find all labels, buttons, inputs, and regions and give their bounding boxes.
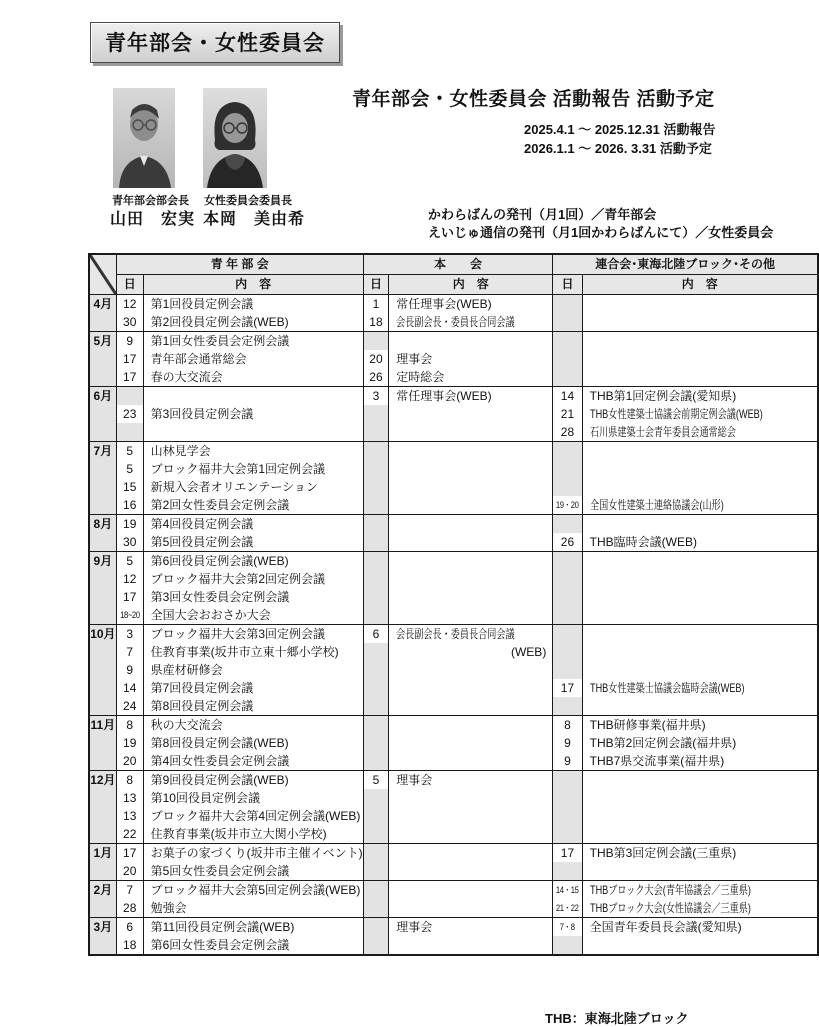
day-cell [116,881,143,918]
event-text: 理事会 [396,773,433,787]
person-photo-icon [203,88,267,188]
content-cell [143,771,363,844]
event-text: 第1回女性委員会定例会議 [150,334,290,348]
event-day: 7 [117,643,143,661]
day-cell [116,442,143,515]
event-text: 第6回役員定例会議(WEB) [150,554,289,568]
day-cell [363,387,389,442]
month-label: 8月 [89,515,116,552]
corner-diagonal-cell [89,254,116,295]
day-cell [553,332,582,387]
content-cell [582,332,818,387]
event-day: 30 [117,533,143,551]
event-text: 第9回役員定例会議(WEB) [150,773,289,787]
event-text: お菓子の家づくり(坂井市主催イベント) [150,846,363,860]
event-day: 20 [117,862,143,880]
event-day: 23 [117,405,143,423]
month-label: 2月 [89,881,116,918]
day-cell [116,332,143,387]
page-title: 青年部会・女性委員会 [105,32,325,55]
content-cell [389,844,553,881]
month-label: 5月 [89,332,116,387]
column-group-header-0: 青 年 部 会 [116,254,363,275]
event-day: 17 [117,844,143,862]
event-text: THBブロック大会(女性協議会／三重県) [589,901,751,915]
content-column-header: 内 容 [582,275,818,295]
event-day: 19 [117,515,143,533]
content-cell [143,295,363,332]
event-text: 全国大会おおさか大会 [150,608,271,622]
event-day: 19・20 [553,496,581,514]
day-cell [116,844,143,881]
day-cell [116,515,143,552]
day-cell [363,881,389,918]
event-day: 15 [117,478,143,496]
event-day: 21 [553,405,581,423]
day-cell [363,332,389,387]
event-day: 18 [364,313,389,331]
day-cell [553,771,582,844]
event-day: 22 [117,825,143,843]
event-text: 第1回役員定例会議 [150,297,254,311]
page-title-badge [90,22,340,63]
event-day: 16 [117,496,143,514]
event-text: (WEB) [510,645,547,659]
event-text: 第11回役員定例会議(WEB) [150,920,295,934]
person-role-motooka: 女性委員会委員長 [204,195,292,207]
content-cell [582,442,818,515]
content-cell [143,844,363,881]
day-cell [116,625,143,716]
day-cell [116,295,143,332]
content-cell [143,552,363,625]
day-cell [363,625,389,716]
day-cell [363,844,389,881]
event-day: 17 [117,588,143,606]
event-day: 28 [117,899,143,917]
event-text: THB第1回定例会議(愛知県) [589,389,737,403]
event-text: THB女性建築士協議会臨時会議(WEB) [589,681,745,695]
event-text: THB7県交流事業(福井県) [589,754,725,768]
event-day: 8 [553,716,581,734]
event-day: 9 [117,332,143,350]
event-text: ブロック福井大会第3回定例会議 [150,627,326,641]
day-cell [363,552,389,625]
day-cell [363,295,389,332]
month-label: 6月 [89,387,116,442]
content-cell [582,295,818,332]
day-cell [553,844,582,881]
day-cell [363,716,389,771]
portrait-photo-motooka [203,88,267,188]
content-cell [389,716,553,771]
day-cell [363,918,389,956]
day-cell [553,881,582,918]
activity-schedule-table [88,253,819,956]
event-text: THB第3回定例会議(三重県) [589,846,737,860]
event-text: ブロック福井大会第1回定例会議 [150,462,326,476]
event-day: 5 [117,552,143,570]
event-text: 第5回役員定例会議 [150,535,254,549]
content-cell [389,552,553,625]
event-day: 18~20 [117,606,143,624]
diagonal-line-icon [90,255,116,294]
event-day: 12 [117,295,143,313]
event-day: 5 [117,460,143,478]
content-cell [143,515,363,552]
publication-note-kawaraban: かわらばんの発刊（月1回）／青年部会 [428,207,657,222]
report-periods [524,120,716,158]
month-label: 11月 [89,716,116,771]
content-cell [582,387,818,442]
month-label: 10月 [89,625,116,716]
report-title: 青年部会・女性委員会 活動報告 活動予定 [352,89,715,110]
content-column-header: 内 容 [389,275,553,295]
column-group-header-2: 連合会･東海北陸ブロック･その他 [553,254,818,275]
month-label: 3月 [89,918,116,956]
content-cell [582,625,818,716]
event-day: 14 [117,679,143,697]
event-text: 石川県建築士会青年委員会通常総会 [589,425,736,439]
event-day: 9 [553,752,581,770]
event-text: 第7回役員定例会議 [150,681,254,695]
period-report: 2025.4.1 ～ 2025.12.31 活動報告 [524,122,716,137]
event-text: 理事会 [396,352,433,366]
event-text: 全国女性建築士連絡協議会(山形) [589,498,724,512]
event-text: 第8回役員定例会議(WEB) [150,736,289,750]
content-cell [389,771,553,844]
event-text: 常任理事会(WEB) [396,297,492,311]
month-label: 12月 [89,771,116,844]
event-day: 14・15 [553,881,581,899]
event-day: 5 [364,771,389,789]
event-day: 30 [117,313,143,331]
content-cell [582,515,818,552]
event-day: 17 [117,368,143,386]
content-cell [582,552,818,625]
event-text: ブロック福井大会第5回定例会議(WEB) [150,883,361,897]
event-text: 勉強会 [150,901,187,915]
publication-note-eiju: えいじゅ通信の発刊（月1回かわらばんにて）／女性委員会 [428,225,774,240]
person-name-yamada: 山田 宏実 [110,211,196,228]
event-text: 第2回女性委員会定例会議 [150,498,290,512]
event-text: THBブロック大会(青年協議会／三重県) [589,883,751,897]
day-cell [553,387,582,442]
event-day: 3 [364,387,389,405]
event-day: 6 [117,918,143,936]
content-cell [389,918,553,956]
column-group-header-1: 本 会 [363,254,553,275]
day-cell [553,625,582,716]
event-day: 8 [117,716,143,734]
day-cell [553,295,582,332]
event-day: 13 [117,789,143,807]
event-day: 17 [117,350,143,368]
day-cell [116,552,143,625]
content-cell [389,442,553,515]
event-text: 第3回女性委員会定例会議 [150,590,290,604]
day-cell [553,442,582,515]
event-text: 秋の大交流会 [150,718,223,732]
event-day: 6 [364,625,389,643]
event-text: ブロック福井大会第2回定例会議 [150,572,326,586]
day-cell [553,515,582,552]
event-text: 第6回女性委員会定例会議 [150,938,290,952]
day-cell [363,442,389,515]
event-text: 常任理事会(WEB) [396,389,492,403]
month-label: 9月 [89,552,116,625]
event-day: 20 [117,752,143,770]
content-cell [389,515,553,552]
event-day: 26 [364,368,389,386]
event-day: 14 [553,387,581,405]
event-day: 8 [117,771,143,789]
event-text: 第4回女性委員会定例会議 [150,754,290,768]
event-day: 28 [553,423,581,441]
event-text: 会長副会長・委員長合同会議 [396,627,515,641]
day-cell [116,387,143,442]
event-day: 18 [117,936,143,954]
content-cell [389,625,553,716]
event-text: THB女性建築士協議会前期定例会議(WEB) [589,407,763,421]
schedule-table [88,253,819,956]
event-text: 青年部会通常総会 [150,352,247,366]
event-day: 19 [117,734,143,752]
event-day: 17 [553,679,581,697]
content-cell [582,771,818,844]
content-cell [389,332,553,387]
content-cell [389,881,553,918]
content-cell [143,387,363,442]
content-cell [143,881,363,918]
event-text: ブロック福井大会第4回定例会議(WEB) [150,809,361,823]
day-cell [553,552,582,625]
event-day: 7・8 [553,918,581,936]
day-column-header: 日 [116,275,143,295]
content-cell [143,918,363,956]
event-day [364,918,389,936]
event-text: 定時総会 [396,370,445,384]
event-text: 第5回女性委員会定例会議 [150,864,290,878]
event-text: 全国青年委員長会議(愛知県) [589,920,742,934]
event-text: 第3回役員定例会議 [150,407,254,421]
content-cell [143,716,363,771]
event-day: 13 [117,807,143,825]
day-column-header: 日 [363,275,389,295]
month-label: 7月 [89,442,116,515]
event-day: 12 [117,570,143,588]
event-text: 住教育事業(坂井市立東十郷小学校) [150,645,339,659]
person-name-motooka: 本岡 美由希 [203,211,306,228]
event-day: 20 [364,350,389,368]
content-cell [389,295,553,332]
content-cell [143,625,363,716]
event-text: 第4回役員定例会議 [150,517,254,531]
event-day: 9 [553,734,581,752]
month-label: 1月 [89,844,116,881]
event-text: THB第2回定例会議(福井県) [589,736,737,750]
event-day [364,643,389,661]
portrait-photo-yamada [113,88,175,188]
event-day: 1 [364,295,389,313]
thb-abbreviation-note: THB：東海北陸ブロック [545,1011,689,1026]
content-cell [582,844,818,881]
content-cell [582,716,818,771]
day-cell [116,771,143,844]
day-cell [116,716,143,771]
event-day: 9 [117,661,143,679]
event-text: 第10回役員定例会議 [150,791,260,805]
publication-notes [428,206,773,242]
event-text: THB研修事業(福井県) [589,718,706,732]
event-text: 理事会 [396,920,433,934]
period-plan: 2026.1.1 ～ 2026. 3.31 活動予定 [524,141,712,156]
event-day: 3 [117,625,143,643]
content-cell [582,881,818,918]
person-photo-icon [113,88,175,188]
day-column-header: 日 [553,275,582,295]
event-day: 21・22 [553,899,581,917]
event-day: 24 [117,697,143,715]
event-text: 山林見学会 [150,444,211,458]
person-role-yamada: 青年部会部会長 [112,195,189,207]
day-cell [116,918,143,956]
event-day: 26 [553,533,581,551]
day-cell [363,771,389,844]
event-text: 第8回役員定例会議 [150,699,254,713]
event-text: 県産材研修会 [150,663,223,677]
event-text: 春の大交流会 [150,370,223,384]
content-cell [582,918,818,956]
content-cell [389,387,553,442]
content-cell [143,442,363,515]
event-text: 住教育事業(坂井市立大関小学校) [150,827,327,841]
event-text: 第2回役員定例会議(WEB) [150,315,289,329]
event-day: 7 [117,881,143,899]
event-text: 会長副会長・委員長合同会議 [396,315,515,329]
day-cell [553,716,582,771]
month-label: 4月 [89,295,116,332]
content-cell [143,332,363,387]
event-day: 5 [117,442,143,460]
day-cell [363,515,389,552]
content-column-header: 内 容 [143,275,363,295]
event-text: THB臨時会議(WEB) [589,535,697,549]
event-text: 新規入会者オリエンテーション [150,480,318,494]
event-day: 17 [553,844,581,862]
day-cell [553,918,582,956]
